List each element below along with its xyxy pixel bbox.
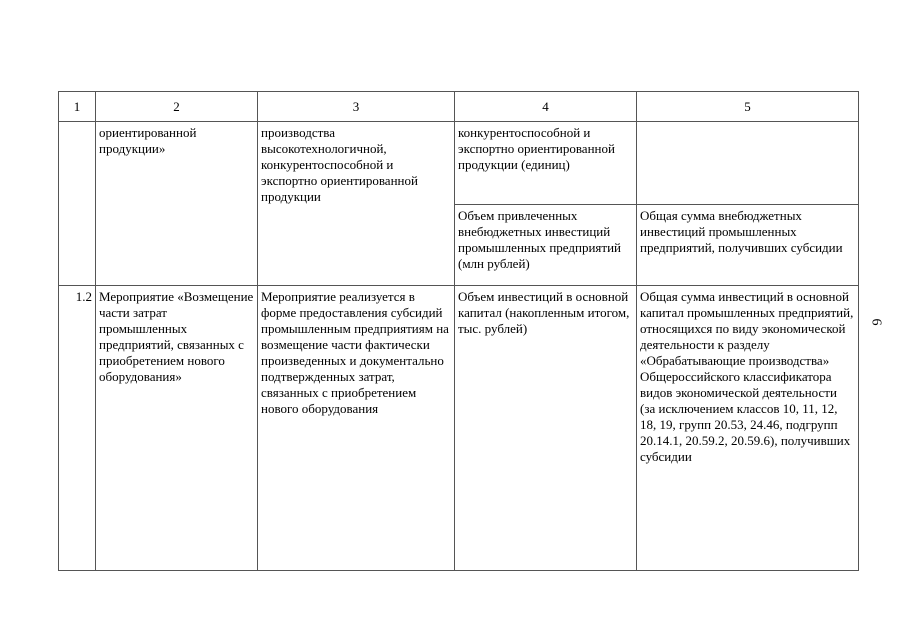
cell-continuation-number (59, 122, 96, 286)
table-header-row (59, 92, 859, 122)
cell-measure-name: Мероприятие «Возмещение части затрат промышленных предприятий, связанных с приобретением нового оборудования» (96, 286, 258, 571)
cell-continuation-calculation (637, 122, 859, 205)
cell-indicator: Объем инвестиций в основной капитал (накопленным итогом, тыс. рублей) (455, 286, 637, 571)
cell-continuation-indicator: конкурентоспособной и экспортно ориентированной продукции (единиц) (455, 122, 637, 205)
header-col-3: 3 (258, 92, 455, 122)
header-col-2: 2 (96, 92, 258, 122)
cell-calculation: Общая сумма инвестиций в основной капитал промышленных предприятий, относящихся по виду экономической деятельности к разделу «Обрабатывающие производства» Общероссийского классификатора видов экономической деятельности (за исключением классов 10, 11, 12, 18, 19, групп 20.53, 24.46, подгрупп 20.14.1, 20.59.2, 20.59.6), получивших субсидии (637, 286, 859, 571)
measures-table (58, 91, 859, 571)
header-col-1: 1 (59, 92, 96, 122)
cell-continuation-description: производства высокотехнологичной, конкурентоспособной и экспортно ориентированной продукции (258, 122, 455, 286)
cell-row-number: 1.2 (59, 286, 96, 571)
table-row (59, 122, 859, 205)
cell-continuation-measure: ориентированной продукции» (96, 122, 258, 286)
cell-measure-description: Мероприятие реализуется в форме предоставления субсидий промышленным предприятиям на возмещение части фактически произведенных и документально подтвержденных затрат, связанных с приобретением нового оборудования (258, 286, 455, 571)
page-number: 6 (868, 318, 884, 326)
table-row (59, 286, 859, 571)
cell-investment-indicator: Объем привлеченных внебюджетных инвестиций промышленных предприятий (млн рублей) (455, 205, 637, 286)
header-col-5: 5 (637, 92, 859, 122)
cell-investment-calculation: Общая сумма внебюджетных инвестиций промышленных предприятий, получивших субсидии (637, 205, 859, 286)
header-col-4: 4 (455, 92, 637, 122)
